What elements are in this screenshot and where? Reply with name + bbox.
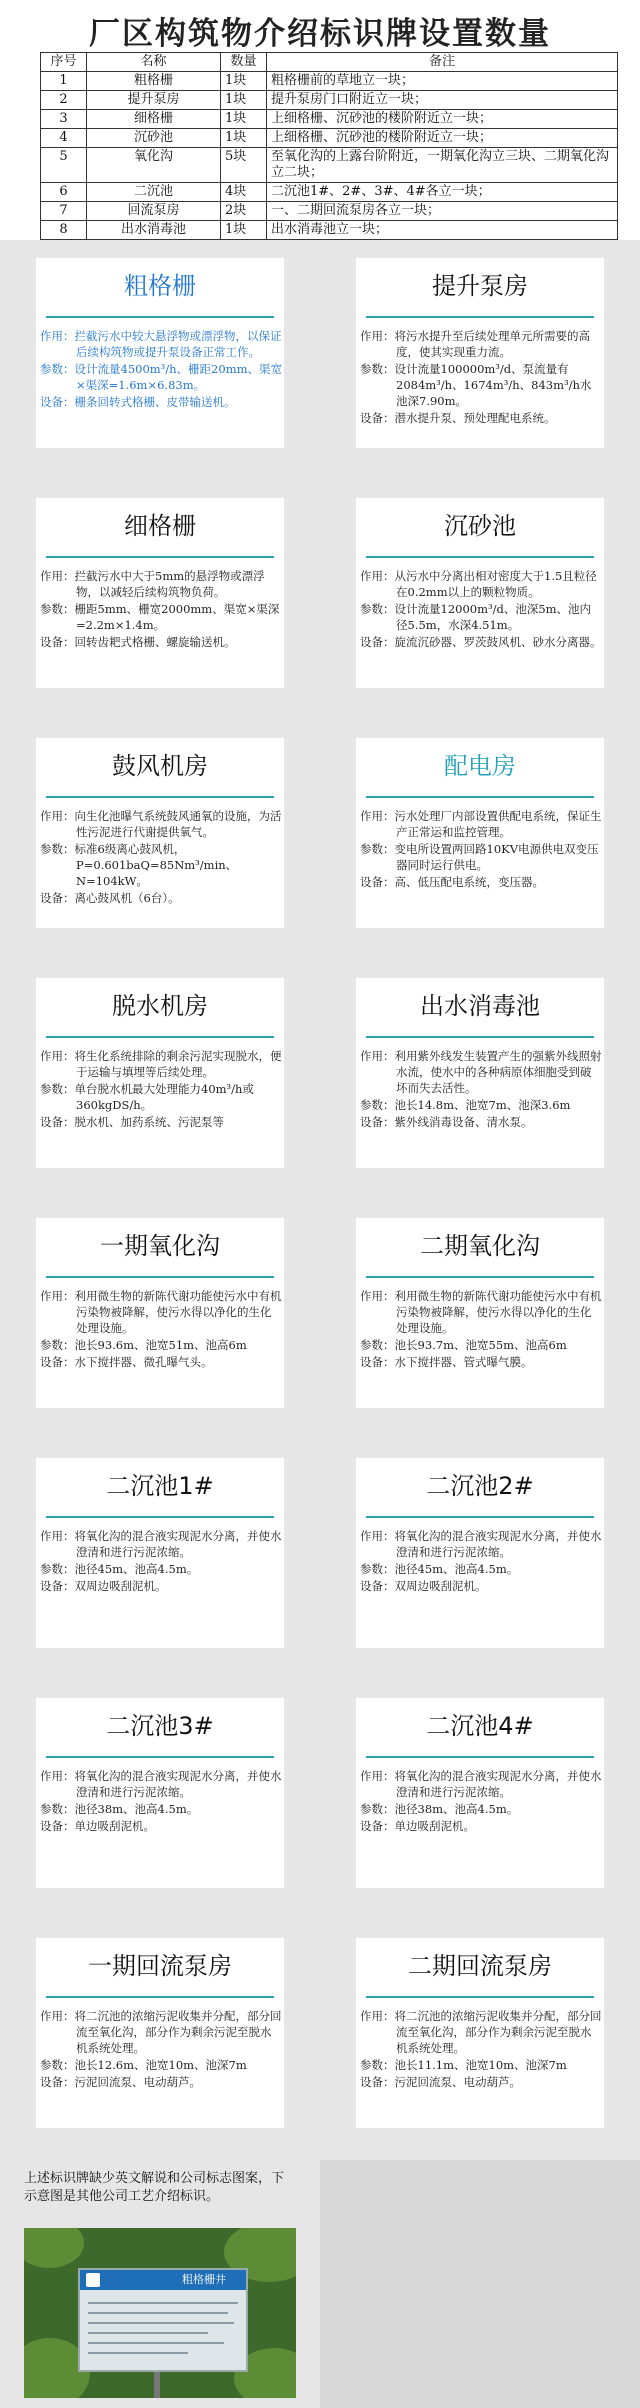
sign-card-line: 作用：将二沉池的浓缩污泥收集并分配，部分回流至氧化沟，部分作为剩余污泥至脱水机系统处理。	[40, 2009, 282, 2055]
sign-text-line	[88, 2342, 224, 2344]
cell-no: 3	[41, 110, 87, 129]
sign-card-body	[40, 1768, 282, 1835]
sign-card-title: 一期回流泵房	[88, 1952, 232, 1980]
sign-text-line	[88, 2332, 208, 2334]
sign-card-line: 参数：标准6级离心鼓风机，P=0.601baQ=85Nm³/min、N=104kW。	[40, 842, 238, 888]
table-row	[41, 72, 618, 91]
sign-card-line: 参数：池径45m、池高4.5m。	[360, 1562, 519, 1576]
cell-name: 提升泵房	[87, 91, 221, 110]
sign-card-divider	[366, 1996, 594, 1998]
sign-card-divider	[366, 1036, 594, 1038]
sign-card-line: 作用：将生化系统排除的剩余污泥实现脱水，便于运输与填埋等后续处理。	[40, 1049, 282, 1079]
sign-card-body	[40, 1288, 282, 1371]
header-name: 名称	[87, 53, 221, 72]
sign-card-line: 作用：将氧化沟的混合液实现泥水分离，并使水澄清和进行污泥浓缩。	[360, 1769, 602, 1799]
sign-card-title: 二沉池1#	[106, 1472, 214, 1500]
table-row	[41, 148, 618, 183]
cell-qty: 1块	[221, 91, 267, 110]
sign-card-divider	[46, 316, 274, 318]
sign-card-title: 二沉池4#	[426, 1712, 534, 1740]
sign-card-title: 提升泵房	[432, 272, 528, 300]
cell-qty: 1块	[221, 129, 267, 148]
sign-card-divider	[46, 1996, 274, 1998]
sign-card-line: 作用：将氧化沟的混合液实现泥水分离，并使水澄清和进行污泥浓缩。	[40, 1769, 282, 1799]
sign-cell	[0, 960, 320, 1200]
header-qty: 数量	[221, 53, 267, 72]
sign-card-body	[360, 1528, 602, 1595]
sign-card-line: 作用：从污水中分离出相对密度大于1.5且粒径在0.2mm以上的颗粒物质。	[360, 569, 597, 599]
sign-cell	[0, 1200, 320, 1440]
sign-card-body	[360, 808, 602, 891]
sign-card-line: 参数：池径38m、池高4.5m。	[360, 1802, 519, 1816]
sign-card-body	[40, 1048, 282, 1131]
sign-card-line: 设备：单边吸刮泥机。	[40, 1819, 155, 1833]
example-sign-photo	[24, 2228, 296, 2398]
sign-card-title: 沉砂池	[444, 512, 516, 540]
cell-remark: 二沉池1#、2#、3#、4#各立一块；	[267, 183, 618, 202]
sign-card-line: 设备：栅条回转式格栅、皮带输送机。	[40, 395, 236, 409]
sign-card	[36, 738, 284, 928]
sign-card	[356, 1458, 604, 1648]
cell-name: 氧化沟	[87, 148, 221, 183]
sign-card-line: 参数：设计流量12000m³/d、池深5m、池内径5.5m，水深4.51m。	[360, 602, 592, 632]
sign-cell	[320, 720, 640, 960]
sign-card-line: 作用：将污水提升至后续处理单元所需要的高度，使其实现重力流。	[360, 329, 590, 359]
sign-text-line	[88, 2312, 228, 2314]
sign-card-divider	[366, 556, 594, 558]
cell-name: 沉砂池	[87, 129, 221, 148]
sign-card-line: 作用：利用紫外线发生装置产生的强紫外线照射水流，使水中的各种病原体细胞受到破坏而失去活性。	[360, 1049, 602, 1095]
sign-card-body	[40, 1528, 282, 1595]
sign-text-line	[88, 2302, 238, 2304]
sign-card-line: 参数：池径38m、池高4.5m。	[40, 1802, 199, 1816]
cell-remark: 上细格栅、沉砂池的楼阶附近立一块；	[267, 129, 618, 148]
sign-card	[36, 1458, 284, 1648]
sign-card-body	[360, 328, 602, 427]
sign-board-header	[80, 2270, 246, 2290]
sign-card-line: 设备：紫外线消毒设备、清水泵。	[360, 1115, 533, 1129]
sign-card	[36, 978, 284, 1168]
sign-card-body	[40, 568, 282, 651]
cell-remark: 一、二期回流泵房各立一块；	[267, 202, 618, 221]
sign-card-line: 作用：拦截污水中较大悬浮物或漂浮物，以保证后续构筑物或提升泵设备正常工作。	[40, 329, 282, 359]
empty-panel	[320, 2160, 640, 2408]
sign-card	[356, 1938, 604, 2128]
table-row	[41, 183, 618, 202]
table-body	[41, 72, 618, 240]
sign-card-line: 设备：污泥回流泵、电动葫芦。	[360, 2075, 521, 2089]
sign-card-title: 二期回流泵房	[408, 1952, 552, 1980]
sign-card-title: 配电房	[444, 752, 516, 780]
sign-text-line	[88, 2322, 234, 2324]
sign-card-body	[40, 2008, 282, 2091]
sign-card-line: 设备：水下搅拌器、微孔曝气头。	[40, 1355, 213, 1369]
summary-table	[40, 52, 618, 240]
cell-name: 回流泵房	[87, 202, 221, 221]
sign-card-body	[40, 808, 282, 907]
sign-card-line: 设备：污泥回流泵、电动葫芦。	[40, 2075, 201, 2089]
sign-card-line: 参数：设计流量4500m³/h、栅距20mm、渠宽×渠深=1.6m×6.83m。	[40, 362, 283, 392]
sign-card-line: 作用：利用微生物的新陈代谢功能使污水中有机污染物被降解，使污水得以净化的生化处理设施。	[360, 1289, 602, 1335]
sign-card-line: 参数：变电所设置两回路10KV电源供电双变压器同时运行供电。	[360, 842, 599, 872]
sign-card-line: 参数：池长12.6m、池宽10m、池深7m	[40, 2058, 247, 2072]
sign-card	[356, 1218, 604, 1408]
sign-card-title: 细格栅	[124, 512, 196, 540]
foliage-shape	[24, 2228, 84, 2268]
sign-card-line: 参数：池径45m、池高4.5m。	[40, 1562, 199, 1576]
cell-qty: 1块	[221, 110, 267, 129]
sign-card-line: 参数：池长11.1m、池宽10m、池深7m	[360, 2058, 567, 2072]
company-logo-icon	[86, 2273, 100, 2287]
sign-card	[356, 738, 604, 928]
example-panel	[0, 2160, 320, 2408]
sign-card-divider	[46, 1756, 274, 1758]
sign-board	[78, 2268, 248, 2372]
cell-qty: 1块	[221, 72, 267, 91]
sign-card-line: 作用：将氧化沟的混合液实现泥水分离，并使水澄清和进行污泥浓缩。	[40, 1529, 282, 1559]
sign-card-line: 作用：将氧化沟的混合液实现泥水分离，并使水澄清和进行污泥浓缩。	[360, 1529, 602, 1559]
cell-qty: 2块	[221, 202, 267, 221]
sign-card-title: 脱水机房	[112, 992, 208, 1020]
sign-cell	[320, 1200, 640, 1440]
sign-card-line: 作用：将二沉池的浓缩污泥收集并分配，部分回流至氧化沟，部分作为剩余污泥至脱水机系统处理。	[360, 2009, 602, 2055]
sign-card-line: 设备：水下搅拌器、管式曝气膜。	[360, 1355, 533, 1369]
sign-cell	[0, 720, 320, 960]
cell-remark: 上细格栅、沉砂池的楼阶附近立一块；	[267, 110, 618, 129]
sign-card-title: 二沉池3#	[106, 1712, 214, 1740]
page-title: 厂区构筑物介绍标识牌设置数量	[89, 16, 551, 52]
sign-card-body	[360, 568, 602, 651]
table-row	[41, 91, 618, 110]
sign-cell	[0, 1440, 320, 1680]
cell-qty: 5块	[221, 148, 267, 183]
cell-remark: 至氧化沟的上露台阶附近，一期氧化沟立三块、二期氧化沟立二块；	[267, 148, 618, 183]
sign-card-divider	[46, 1036, 274, 1038]
sign-card-line: 设备：双周边吸刮泥机。	[360, 1579, 487, 1593]
cell-remark: 提升泵房门口附近立一块；	[267, 91, 618, 110]
sign-card	[36, 258, 284, 448]
sign-card	[356, 1698, 604, 1888]
sign-card	[36, 1218, 284, 1408]
sign-card-line: 设备：潜水提升泵、预处理配电系统。	[360, 411, 556, 425]
sign-card-line: 参数：单台脱水机最大处理能力40m³/h或360kgDS/h。	[40, 1082, 254, 1112]
sign-text-line	[88, 2352, 188, 2354]
header-no: 序号	[41, 53, 87, 72]
sign-card-line: 参数：池长93.7m、池宽55m、池高6m	[360, 1338, 567, 1352]
cell-qty: 1块	[221, 221, 267, 240]
sign-card	[36, 1698, 284, 1888]
sign-card-divider	[46, 556, 274, 558]
cell-no: 6	[41, 183, 87, 202]
sign-cell	[0, 480, 320, 720]
sign-card-body	[360, 1048, 602, 1131]
sign-card-line: 作用：向生化池曝气系统鼓风通氧的设施，为活性污泥进行代谢提供氧气。	[40, 809, 282, 839]
sign-card-title: 出水消毒池	[420, 992, 540, 1020]
sign-card-title: 二沉池2#	[426, 1472, 534, 1500]
sign-card-line: 参数：栅距5mm、栅宽2000mm、渠宽×渠深=2.2m×1.4m。	[40, 602, 280, 632]
sign-board-title: 粗格栅井	[182, 2273, 226, 2286]
cell-name: 粗格栅	[87, 72, 221, 91]
sign-cell	[320, 960, 640, 1200]
sign-card-body	[360, 1768, 602, 1835]
cell-no: 4	[41, 129, 87, 148]
cell-qty: 4块	[221, 183, 267, 202]
sign-card-line: 作用：污水处理厂内部设置供配电系统，保证生产正常运和监控管理。	[360, 809, 602, 839]
sign-post	[154, 2372, 160, 2398]
sign-card-line: 参数：池长93.6m、池宽51m、池高6m	[40, 1338, 247, 1352]
sign-card-divider	[366, 1516, 594, 1518]
cell-name: 出水消毒池	[87, 221, 221, 240]
sign-card-title: 鼓风机房	[112, 752, 208, 780]
cell-remark: 粗格栅前的草地立一块；	[267, 72, 618, 91]
sign-cell	[320, 1680, 640, 1920]
sign-card-divider	[366, 1276, 594, 1278]
sign-card-body	[360, 2008, 602, 2091]
sign-cell	[0, 1680, 320, 1920]
cell-no: 1	[41, 72, 87, 91]
sign-card-line: 设备：旋流沉砂器、罗茨鼓风机、砂水分离器。	[360, 635, 602, 649]
sign-cell	[320, 240, 640, 480]
sign-card-title: 粗格栅	[124, 272, 196, 300]
sign-card-line: 设备：离心鼓风机（6台）。	[40, 891, 180, 905]
cell-name: 二沉池	[87, 183, 221, 202]
sign-cell	[320, 480, 640, 720]
sign-card-line: 设备：脱水机、加药系统、污泥泵等	[40, 1115, 224, 1129]
sign-card-line: 设备：回转齿耙式格栅、螺旋输送机。	[40, 635, 236, 649]
sign-card	[356, 258, 604, 448]
cell-no: 5	[41, 148, 87, 183]
sign-card-body	[360, 1288, 602, 1371]
sign-card-divider	[366, 1756, 594, 1758]
sign-card-line: 设备：高、低压配电系统，变压器。	[360, 875, 544, 889]
sign-card-divider	[46, 1276, 274, 1278]
sign-card	[36, 498, 284, 688]
table-row	[41, 129, 618, 148]
sign-card-line: 作用：拦截污水中大于5mm的悬浮物或漂浮物，以减轻后续构筑物负荷。	[40, 569, 265, 599]
cell-remark: 出水消毒池立一块；	[267, 221, 618, 240]
sign-card-title: 二期氧化沟	[420, 1232, 540, 1260]
sign-cell	[0, 1920, 320, 2160]
sign-card-divider	[46, 796, 274, 798]
example-note: 上述标识牌缺少英文解说和公司标志图案，下示意图是其他公司工艺介绍标识。	[24, 2171, 285, 2204]
cell-no: 7	[41, 202, 87, 221]
sign-card	[356, 978, 604, 1168]
cell-no: 2	[41, 91, 87, 110]
sign-card-body	[40, 328, 282, 411]
sign-cell	[320, 1920, 640, 2160]
table-row	[41, 221, 618, 240]
sign-card-line: 设备：双周边吸刮泥机。	[40, 1579, 167, 1593]
sign-card-divider	[46, 1516, 274, 1518]
sign-card-line: 参数：设计流量100000m³/d、泵流量有2084m³/h、1674m³/h、843m³/h水池深7.90m。	[360, 362, 592, 408]
sign-card-title: 一期氧化沟	[100, 1232, 220, 1260]
sign-card-line: 作用：利用微生物的新陈代谢功能使污水中有机污染物被降解，使污水得以净化的生化处理设施。	[40, 1289, 282, 1335]
cell-name: 细格栅	[87, 110, 221, 129]
table-row	[41, 110, 618, 129]
sign-card-divider	[366, 796, 594, 798]
cell-no: 8	[41, 221, 87, 240]
sign-card	[356, 498, 604, 688]
sign-card	[36, 1938, 284, 2128]
table-header-row	[41, 53, 618, 72]
sign-card-divider	[366, 316, 594, 318]
sign-cell	[320, 1440, 640, 1680]
header-remark: 备注	[267, 53, 618, 72]
sign-cell	[0, 240, 320, 480]
table-row	[41, 202, 618, 221]
sign-card-line: 参数：池长14.8m、池宽7m、池深3.6m	[360, 1098, 571, 1112]
sign-card-line: 设备：单边吸刮泥机。	[360, 1819, 475, 1833]
